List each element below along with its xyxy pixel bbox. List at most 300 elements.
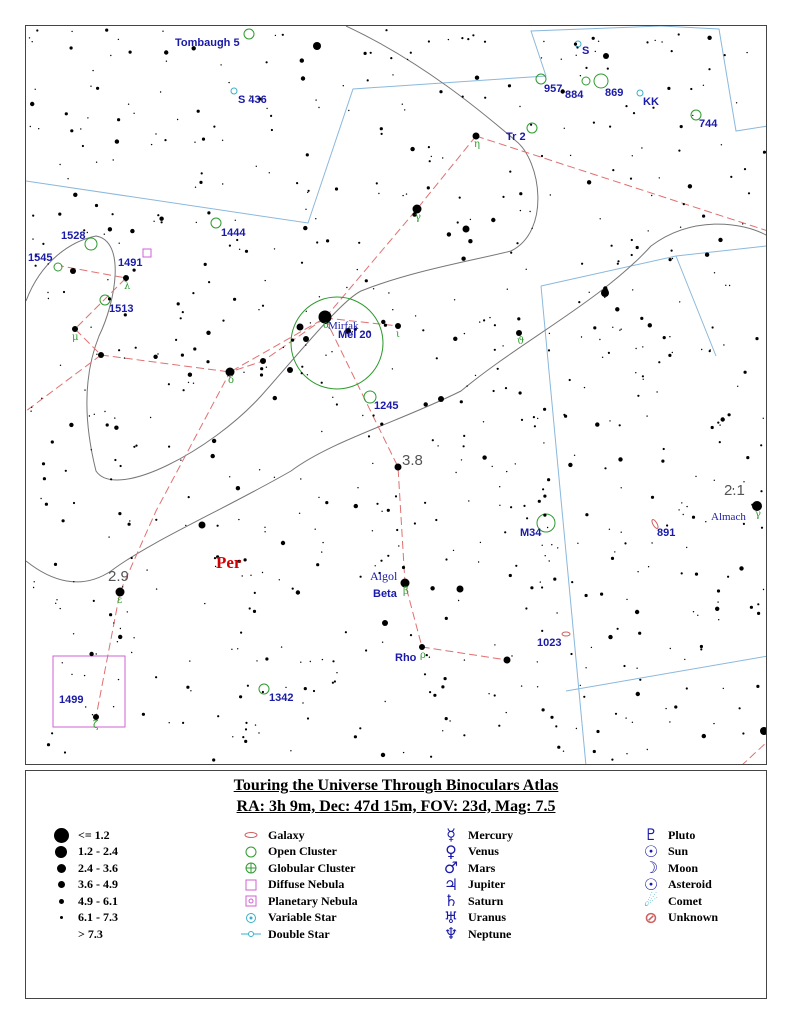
- field-star: [723, 688, 724, 689]
- field-star: [595, 422, 599, 426]
- legend-row: [240, 860, 355, 876]
- field-star: [114, 417, 115, 418]
- field-star: [196, 222, 197, 223]
- field-star: [697, 615, 698, 616]
- field-star: [291, 339, 294, 342]
- field-star: [585, 513, 588, 516]
- field-star: [445, 558, 447, 560]
- field-star: [494, 644, 495, 645]
- field-star: [135, 445, 137, 447]
- field-star: [445, 717, 448, 720]
- field-star: [668, 354, 671, 357]
- field-star: [433, 694, 436, 697]
- field-star: [585, 67, 587, 69]
- field-star: [73, 581, 74, 582]
- field-star: [370, 52, 372, 54]
- field-star: [561, 59, 562, 60]
- field-star: [124, 357, 125, 358]
- field-star: [621, 487, 622, 488]
- field-star: [322, 542, 323, 543]
- field-star: [110, 478, 112, 480]
- field-star: [318, 497, 319, 498]
- field-star: [756, 685, 759, 688]
- field-star: [437, 445, 438, 446]
- field-star: [656, 391, 657, 392]
- field-star: [678, 509, 679, 510]
- field-star: [357, 487, 358, 488]
- field-star: [118, 512, 121, 515]
- dso-label: 1513: [109, 303, 134, 315]
- field-star: [655, 40, 656, 41]
- field-star: [301, 76, 305, 80]
- field-star: [763, 589, 764, 590]
- field-star: [705, 521, 706, 522]
- field-star: [300, 58, 304, 62]
- field-star: [457, 221, 459, 223]
- field-star: [746, 456, 749, 459]
- field-star: [244, 558, 247, 561]
- greek-letter: ζ: [93, 720, 99, 731]
- field-star: [542, 708, 545, 711]
- field-star: [51, 440, 54, 443]
- neptune-icon: ♆: [443, 924, 459, 943]
- legend-label: Sun: [668, 844, 689, 858]
- field-star: [680, 125, 683, 128]
- sun-icon: ☉: [643, 841, 659, 861]
- field-star: [466, 385, 467, 386]
- field-star: [279, 579, 280, 580]
- field-star: [381, 320, 385, 324]
- field-star: [680, 227, 681, 228]
- field-star: [530, 124, 532, 126]
- field-star: [448, 39, 449, 40]
- field-star: [310, 661, 311, 662]
- field-star: [593, 122, 595, 124]
- field-star: [398, 545, 399, 546]
- field-star: [80, 128, 81, 129]
- field-star: [95, 204, 98, 207]
- field-star: [454, 299, 455, 300]
- field-star: [381, 511, 382, 512]
- field-star: [549, 333, 550, 334]
- field-star: [739, 707, 741, 709]
- field-star: [569, 379, 571, 381]
- legend-row: [640, 893, 702, 909]
- field-star: [404, 109, 405, 110]
- field-star: [661, 41, 662, 42]
- field-star: [564, 128, 565, 129]
- field-star: [651, 542, 652, 543]
- field-star: [185, 525, 186, 526]
- field-star: [117, 118, 120, 121]
- field-star: [127, 611, 128, 612]
- field-star: [509, 574, 512, 577]
- field-star: [120, 628, 121, 629]
- field-star: [624, 542, 626, 544]
- field-star: [92, 70, 93, 71]
- field-star: [635, 372, 636, 373]
- field-star: [467, 38, 469, 40]
- field-star: [414, 522, 416, 524]
- greek-letter: ρ: [420, 650, 426, 661]
- field-star: [519, 106, 520, 107]
- field-star: [260, 367, 263, 370]
- field-star: [60, 365, 61, 366]
- field-star: [96, 653, 97, 654]
- magnitude-label: 3.8: [402, 452, 423, 469]
- field-star: [114, 426, 118, 430]
- field-star: [570, 653, 572, 655]
- field-star: [464, 659, 465, 660]
- field-star: [665, 708, 666, 709]
- field-star: [308, 190, 310, 192]
- field-star: [714, 480, 715, 481]
- field-star: [429, 657, 430, 658]
- field-star: [543, 408, 546, 411]
- field-star: [494, 694, 496, 696]
- field-star: [509, 171, 511, 173]
- field-star: [429, 160, 431, 162]
- field-star: [243, 372, 244, 373]
- field-star: [118, 679, 119, 680]
- greek-letter: β: [403, 586, 409, 597]
- field-star: [710, 349, 711, 350]
- legend-label: 3.6 - 4.9: [78, 877, 118, 891]
- legend-label: Saturn: [468, 893, 504, 908]
- field-star: [153, 355, 157, 359]
- field-star: [744, 371, 747, 374]
- field-star: [236, 486, 240, 490]
- field-star: [236, 239, 238, 241]
- field-star: [362, 415, 363, 416]
- field-star: [475, 375, 476, 376]
- field-star: [345, 631, 347, 633]
- field-star: [584, 387, 585, 388]
- field-star: [587, 180, 591, 184]
- field-star: [462, 96, 464, 98]
- field-star: [244, 740, 247, 743]
- field-star: [470, 219, 471, 220]
- field-star: [502, 345, 503, 346]
- field-star: [568, 463, 572, 467]
- dso-label: KK: [643, 96, 659, 108]
- field-star: [589, 292, 590, 293]
- galaxy-icon: [240, 830, 262, 840]
- field-star: [564, 415, 567, 418]
- field-star: [296, 182, 298, 184]
- legend-row: [440, 893, 503, 909]
- field-star: [542, 488, 544, 490]
- field-star: [373, 414, 375, 416]
- field-star: [430, 586, 434, 590]
- legend-row: [240, 827, 305, 843]
- dso-label: 957: [544, 83, 563, 95]
- field-star: [249, 607, 251, 609]
- field-star: [595, 51, 596, 52]
- field-star: [632, 722, 633, 723]
- field-star: [285, 687, 286, 688]
- field-star: [128, 104, 129, 105]
- field-star: [82, 145, 84, 147]
- legend-row: [50, 893, 118, 909]
- field-star: [543, 495, 546, 498]
- field-star: [168, 446, 170, 448]
- field-star: [104, 411, 105, 412]
- field-star: [591, 647, 592, 648]
- field-star: [193, 347, 196, 350]
- field-star: [183, 389, 185, 391]
- legend-label: Galaxy: [268, 827, 305, 842]
- field-star: [672, 352, 673, 353]
- field-star: [188, 373, 192, 377]
- field-star: [321, 551, 322, 552]
- field-star: [494, 349, 496, 351]
- field-star: [424, 502, 426, 504]
- field-star: [459, 197, 461, 199]
- field-star: [506, 712, 507, 713]
- field-star: [646, 41, 648, 43]
- planetary-nebula-icon: [240, 894, 262, 908]
- star-name-label: Mirfak: [328, 320, 359, 332]
- field-star: [217, 715, 219, 717]
- field-star: [354, 504, 358, 508]
- field-star: [717, 422, 719, 424]
- field-star: [707, 36, 711, 40]
- field-star: [625, 717, 626, 718]
- field-star: [157, 214, 159, 216]
- dso-label: 1499: [59, 694, 84, 706]
- greek-letter: ι: [396, 329, 400, 340]
- field-star: [384, 754, 385, 755]
- field-star: [396, 529, 398, 531]
- field-star: [64, 751, 66, 753]
- double-star-icon: [240, 929, 262, 939]
- field-star: [669, 258, 672, 261]
- field-star: [318, 107, 319, 108]
- field-star: [258, 732, 259, 733]
- field-star: [642, 346, 643, 347]
- field-star: [609, 529, 610, 530]
- field-star: [131, 652, 132, 653]
- field-star: [186, 686, 189, 689]
- field-star: [702, 215, 705, 218]
- field-star: [428, 146, 430, 148]
- field-star: [521, 419, 523, 421]
- field-star: [541, 57, 542, 58]
- field-star: [392, 368, 393, 369]
- field-star: [700, 645, 703, 648]
- field-star: [155, 676, 157, 678]
- field-star: [117, 641, 118, 642]
- field-star: [509, 84, 511, 86]
- globular-cluster-icon: [240, 861, 262, 875]
- field-star: [717, 601, 718, 602]
- field-star: [578, 301, 580, 303]
- field-star: [515, 565, 517, 567]
- field-star: [204, 263, 207, 266]
- field-star: [580, 75, 581, 76]
- field-star: [237, 648, 238, 649]
- field-star: [201, 172, 203, 174]
- magnitude-dot-icon: [50, 846, 72, 858]
- legend-row: [440, 827, 513, 843]
- field-star: [686, 687, 688, 689]
- field-star: [648, 566, 649, 567]
- field-star: [686, 506, 687, 507]
- field-star: [497, 368, 499, 370]
- field-star: [442, 157, 443, 158]
- field-star: [32, 215, 34, 217]
- field-star: [695, 573, 698, 576]
- legend-label: Planetary Nebula: [268, 893, 358, 908]
- field-star: [282, 34, 284, 36]
- field-star: [133, 446, 135, 448]
- legend-label: Open Cluster: [268, 844, 337, 858]
- legend-row: [50, 844, 118, 860]
- field-star: [715, 607, 719, 611]
- field-star: [326, 239, 329, 242]
- field-star: [73, 633, 74, 634]
- field-star: [639, 679, 641, 681]
- field-star: [431, 156, 432, 157]
- field-star: [611, 759, 613, 761]
- field-star: [32, 41, 33, 42]
- field-star: [146, 569, 147, 570]
- field-star: [537, 418, 538, 419]
- field-star: [623, 665, 625, 667]
- legend-label: Neptune: [468, 926, 512, 941]
- legend-label: Moon: [668, 860, 698, 875]
- field-star: [321, 431, 322, 432]
- field-star: [632, 155, 633, 156]
- field-star: [307, 192, 308, 193]
- field-star: [681, 502, 682, 503]
- field-star: [118, 635, 122, 639]
- field-star: [489, 317, 490, 318]
- field-star: [380, 560, 382, 562]
- field-star: [59, 164, 60, 165]
- field-star: [615, 713, 617, 715]
- field-star: [258, 309, 259, 310]
- field-star: [750, 606, 753, 609]
- field-star: [343, 85, 344, 86]
- field-star: [306, 153, 309, 156]
- field-star: [382, 642, 383, 643]
- field-star: [671, 250, 673, 252]
- field-star: [253, 610, 256, 613]
- field-star: [256, 166, 257, 167]
- field-star: [332, 397, 333, 398]
- field-star: [38, 128, 39, 129]
- greek-letter: γ: [755, 509, 761, 520]
- field-star: [410, 634, 412, 636]
- field-star: [89, 415, 90, 416]
- field-star: [290, 750, 291, 751]
- field-star: [415, 315, 416, 316]
- bright-stars: [70, 42, 767, 735]
- field-star: [651, 496, 654, 499]
- field-star: [626, 753, 627, 754]
- dso-label: S 436: [238, 94, 267, 106]
- field-star: [250, 575, 251, 576]
- field-star: [164, 139, 166, 141]
- field-star: [193, 383, 194, 384]
- field-star: [133, 113, 134, 114]
- moon-icon: ☽: [643, 858, 659, 877]
- field-star: [36, 29, 38, 31]
- field-star: [304, 687, 307, 690]
- field-star: [436, 357, 438, 359]
- dso-label: Tombaugh 5: [175, 37, 240, 49]
- field-star: [35, 89, 36, 90]
- field-star: [346, 287, 347, 288]
- field-star: [110, 55, 111, 56]
- legend-row: [50, 827, 110, 843]
- field-star: [71, 31, 72, 32]
- field-star: [510, 252, 512, 254]
- field-star: [283, 347, 284, 348]
- field-star: [131, 557, 133, 559]
- asteroid-icon: ☉: [643, 874, 659, 894]
- legend-label: 1.2 - 2.4: [78, 844, 118, 858]
- field-star: [264, 531, 265, 532]
- field-star: [637, 395, 639, 397]
- legend-label: Venus: [468, 844, 499, 858]
- field-star: [94, 414, 95, 415]
- field-star: [507, 289, 508, 290]
- field-star: [262, 305, 264, 307]
- field-star: [107, 279, 108, 280]
- field-star: [529, 211, 530, 212]
- field-star: [387, 555, 389, 557]
- field-star: [609, 420, 610, 421]
- field-star: [475, 76, 479, 80]
- field-star: [204, 603, 205, 604]
- field-star: [372, 463, 373, 464]
- field-star: [534, 425, 536, 427]
- field-star: [372, 530, 373, 531]
- field-star: [367, 79, 369, 81]
- mercury-icon: ☿: [446, 825, 456, 844]
- dso-label: M34: [520, 527, 542, 539]
- star-map[interactable]: [25, 25, 767, 765]
- field-star: [365, 649, 367, 651]
- field-star: [463, 435, 465, 437]
- field-star: [96, 87, 99, 90]
- field-star: [245, 250, 248, 253]
- field-star: [300, 478, 301, 479]
- field-star: [479, 321, 480, 322]
- field-star: [563, 751, 564, 752]
- field-star: [368, 435, 370, 437]
- field-star: [73, 502, 75, 504]
- field-star: [617, 628, 619, 630]
- field-star: [447, 232, 451, 236]
- field-star: [736, 102, 737, 103]
- field-star: [106, 423, 109, 426]
- field-star: [637, 571, 638, 572]
- field-star: [599, 339, 600, 340]
- field-star: [378, 193, 379, 194]
- field-star: [612, 169, 614, 171]
- field-star: [719, 441, 721, 443]
- field-star: [543, 514, 546, 517]
- field-star: [266, 61, 268, 63]
- field-star: [364, 52, 367, 55]
- field-star: [402, 566, 405, 569]
- dso-label: 884: [565, 89, 584, 101]
- legend-row: [640, 907, 719, 927]
